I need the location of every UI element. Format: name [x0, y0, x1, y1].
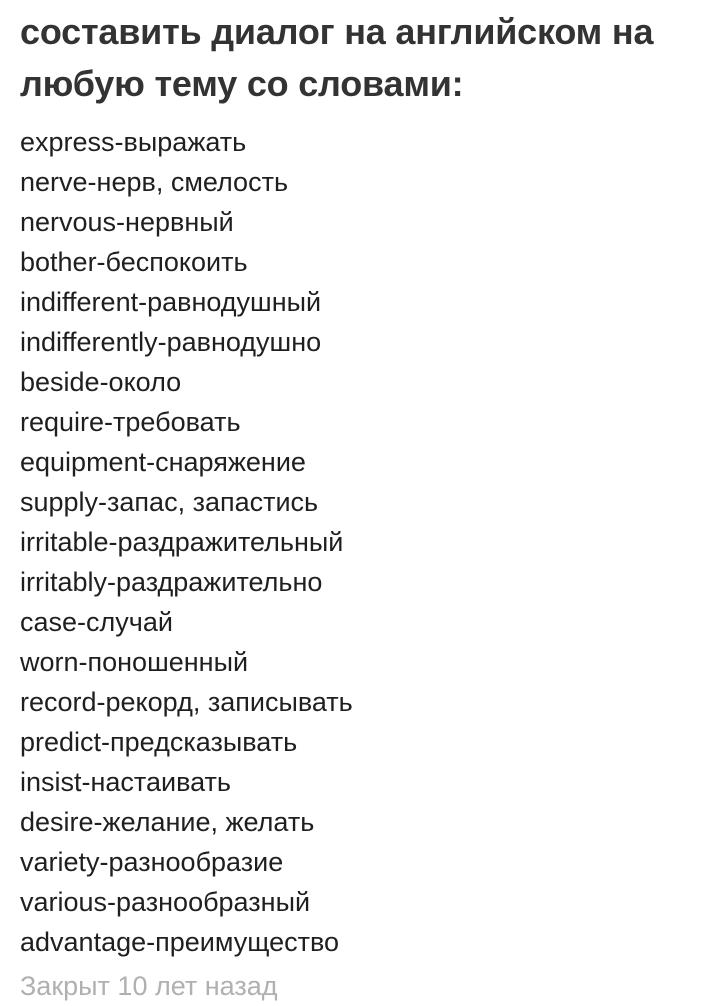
vocabulary-item: case-случай [20, 607, 173, 637]
vocabulary-item: nervous-нервный [20, 207, 234, 237]
vocabulary-item: record-рекорд, записывать [20, 687, 353, 717]
vocabulary-item: supply-запас, запастись [20, 487, 319, 517]
vocabulary-item: indifferently-равнодушно [20, 327, 322, 357]
vocabulary-item: nerve-нерв, смелость [20, 167, 289, 197]
vocabulary-item: desire-желание, желать [20, 807, 315, 837]
question-post [20, 0, 705, 962]
vocabulary-item: variety-разнообразие [20, 847, 284, 877]
question-title: составить диалог на английском на любую тему со словами: [20, 11, 654, 104]
vocabulary-item: irritable-раздражительный [20, 527, 344, 557]
vocabulary-item: worn-поношенный [20, 647, 249, 677]
vocabulary-item: beside-около [20, 367, 182, 397]
vocabulary-item: express-выражать [20, 127, 247, 157]
vocabulary-item: indifferent-равнодушный [20, 287, 322, 317]
vocabulary-item: insist-настаивать [20, 767, 231, 797]
vocabulary-item: bother-беспокоить [20, 247, 248, 277]
vocabulary-item: equipment-снаряжение [20, 447, 306, 477]
vocabulary-list [20, 122, 705, 962]
vocabulary-item: various-разнообразный [20, 887, 311, 917]
vocabulary-item: predict-предсказывать [20, 727, 298, 757]
vocabulary-item: require-требовать [20, 407, 241, 437]
vocabulary-item: advantage-преимущество [20, 927, 340, 957]
vocabulary-item: irritably-раздражительно [20, 567, 323, 597]
question-status: Закрыт 10 лет назад [20, 971, 278, 1001]
